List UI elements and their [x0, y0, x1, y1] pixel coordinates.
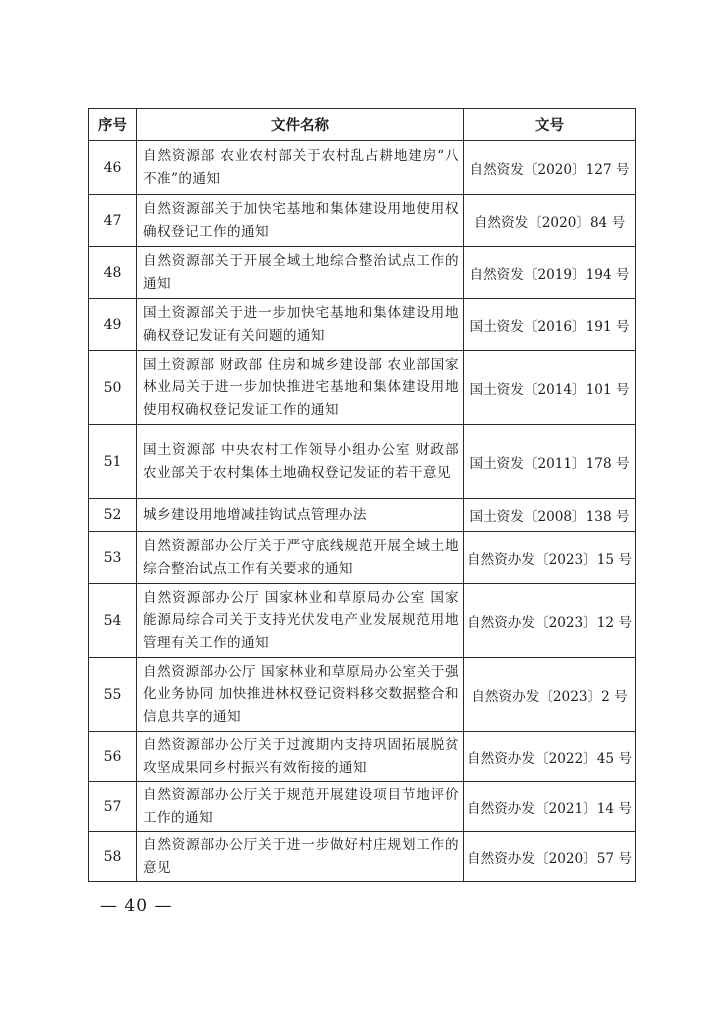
table-row — [89, 584, 636, 658]
header-name: 文件名称 — [137, 109, 464, 141]
row-name: 国土资源部 中央农村工作领导小组办公室 财政部 农业部关于农村集体土地确权登记发证的若干意见 — [137, 425, 464, 499]
row-number: 自然资办发〔2021〕14 号 — [464, 782, 636, 832]
row-number: 国土资发〔2011〕178 号 — [464, 425, 636, 499]
table-row — [89, 195, 636, 247]
row-index: 54 — [89, 584, 137, 658]
table-row — [89, 782, 636, 832]
row-number: 自然资办发〔2022〕45 号 — [464, 732, 636, 782]
row-name: 自然资源部 农业农村部关于农村乱占耕地建房“八不准”的通知 — [137, 141, 464, 195]
row-index: 58 — [89, 832, 137, 882]
row-name: 自然资源部关于开展全域土地综合整治试点工作的通知 — [137, 247, 464, 299]
table-row — [89, 299, 636, 351]
row-index: 47 — [89, 195, 137, 247]
row-number: 国土资发〔2016〕191 号 — [464, 299, 636, 351]
page-number: — 40 — — [100, 896, 173, 916]
table-row — [89, 532, 636, 584]
row-number: 自然资发〔2019〕194 号 — [464, 247, 636, 299]
row-index: 46 — [89, 141, 137, 195]
row-index: 57 — [89, 782, 137, 832]
row-name: 城乡建设用地增减挂钩试点管理办法 — [137, 499, 464, 532]
row-name: 国土资源部 财政部 住房和城乡建设部 农业部国家林业局关于进一步加快推进宅基地和集体建设用地使用权确权登记发证工作的通知 — [137, 351, 464, 425]
table-row — [89, 351, 636, 425]
row-index: 51 — [89, 425, 137, 499]
row-name: 国土资源部关于进一步加快宅基地和集体建设用地确权登记发证有关问题的通知 — [137, 299, 464, 351]
table-row — [89, 425, 636, 499]
row-number: 自然资办发〔2023〕2 号 — [464, 658, 636, 732]
row-name: 自然资源部办公厅关于进一步做好村庄规划工作的意见 — [137, 832, 464, 882]
row-index: 55 — [89, 658, 137, 732]
regulation-table — [88, 108, 636, 882]
row-number: 国土资发〔2014〕101 号 — [464, 351, 636, 425]
row-name: 自然资源部关于加快宅基地和集体建设用地使用权确权登记工作的通知 — [137, 195, 464, 247]
row-number: 国土资发〔2008〕138 号 — [464, 499, 636, 532]
row-index: 50 — [89, 351, 137, 425]
header-index: 序号 — [89, 109, 137, 141]
row-name: 自然资源部办公厅关于过渡期内支持巩固拓展脱贫攻坚成果同乡村振兴有效衔接的通知 — [137, 732, 464, 782]
table-row — [89, 141, 636, 195]
row-name: 自然资源部办公厅 国家林业和草原局办公室 国家能源局综合司关于支持光伏发电产业发展规范用地管理有关工作的通知 — [137, 584, 464, 658]
row-index: 48 — [89, 247, 137, 299]
row-index: 56 — [89, 732, 137, 782]
row-name: 自然资源部办公厅 国家林业和草原局办公室关于强化业务协同 加快推进林权登记资料移交数据整合和信息共享的通知 — [137, 658, 464, 732]
table-row — [89, 658, 636, 732]
row-number: 自然资办发〔2023〕15 号 — [464, 532, 636, 584]
table-row — [89, 732, 636, 782]
row-number: 自然资办发〔2023〕12 号 — [464, 584, 636, 658]
table-row — [89, 247, 636, 299]
row-index: 52 — [89, 499, 137, 532]
table-row — [89, 832, 636, 882]
row-name: 自然资源部办公厅关于规范开展建设项目节地评价工作的通知 — [137, 782, 464, 832]
row-number: 自然资办发〔2020〕57 号 — [464, 832, 636, 882]
table-header-row — [89, 109, 636, 141]
row-number: 自然资发〔2020〕84 号 — [464, 195, 636, 247]
row-index: 53 — [89, 532, 137, 584]
header-number: 文号 — [464, 109, 636, 141]
row-name: 自然资源部办公厅关于严守底线规范开展全域土地综合整治试点工作有关要求的通知 — [137, 532, 464, 584]
table-row — [89, 499, 636, 532]
row-number: 自然资发〔2020〕127 号 — [464, 141, 636, 195]
row-index: 49 — [89, 299, 137, 351]
